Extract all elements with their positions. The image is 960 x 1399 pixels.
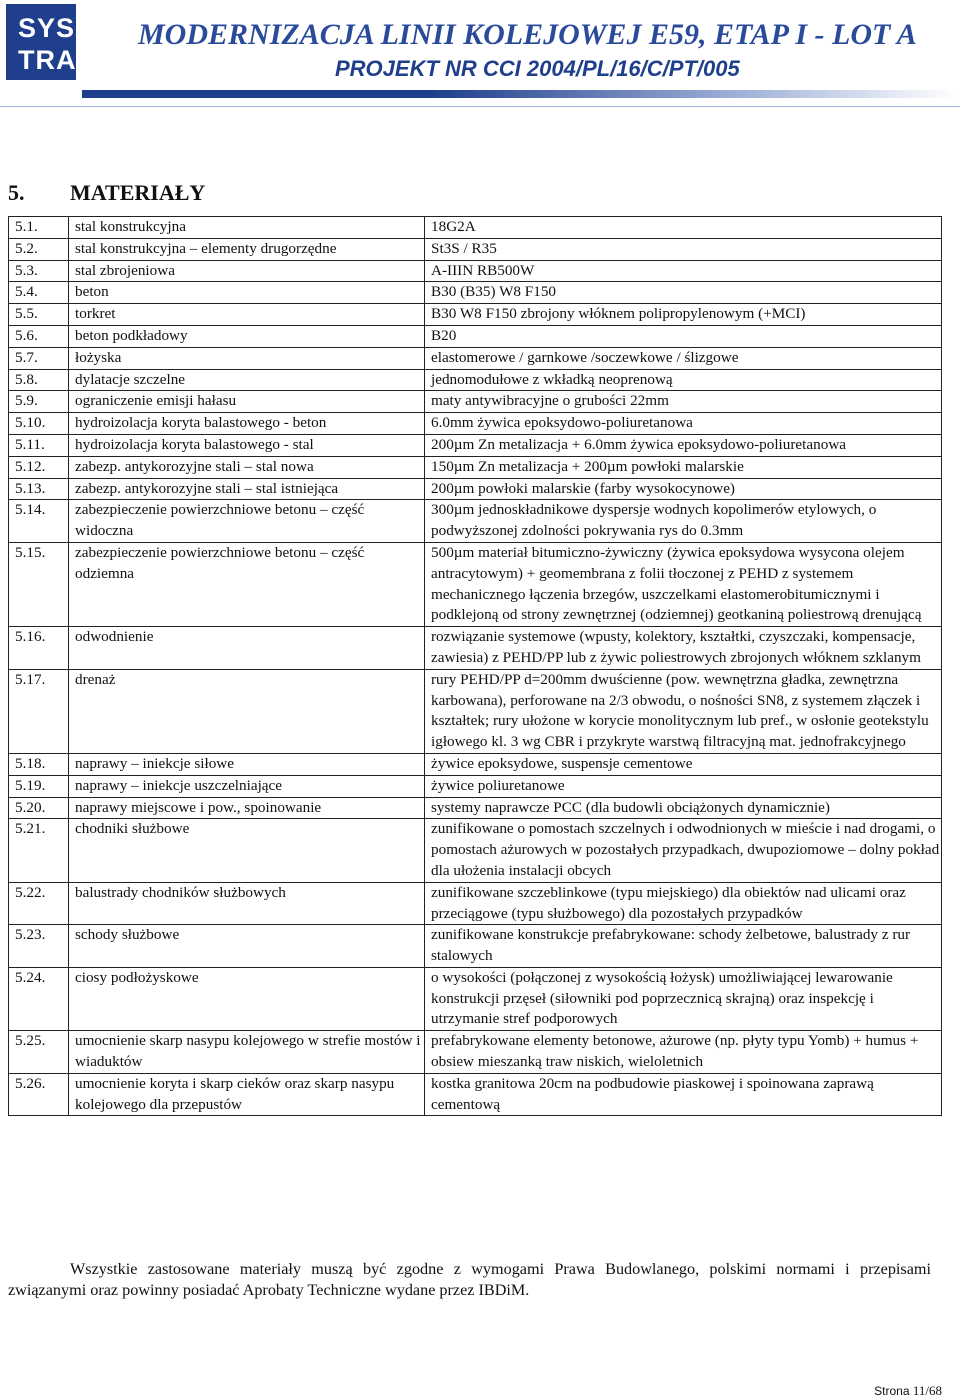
cell-name: umocnienie skarp nasypu kolejowego w strefie mostów i wiaduktów: [69, 1031, 425, 1074]
cell-value: zunifikowane o pomostach szczelnych i odwodnionych w mieście i nad drogami, o pomostach ażurowych w pozostałych przypadkach, dwupoziomowe – dolny pokład dla ułożenia instalacji obcych: [425, 819, 942, 882]
cell-num: 5.8.: [9, 369, 69, 391]
cell-value: systemy naprawcze PCC (dla budowli obciążonych dynamicznie): [425, 797, 942, 819]
header-rule: [82, 90, 958, 98]
cell-num: 5.2.: [9, 238, 69, 260]
cell-value: 6.0mm żywica epoksydowo-poliuretanowa: [425, 413, 942, 435]
table-row: [9, 478, 942, 500]
cell-value: zunifikowane szczeblinkowe (typu miejskiego) dla obiektów nad ulicami oraz przeciągowe (typu służbowego) dla pozostałych przypadków: [425, 882, 942, 925]
table-row: [9, 391, 942, 413]
cell-name: balustrady chodników służbowych: [69, 882, 425, 925]
cell-value: rury PEHD/PP d=200mm dwuścienne (pow. wewnętrzna gładka, zewnętrzna karbowana), perforowane na 2/3 obwodu, o nośności SN8, z systemem złączek i kształtek; rury ułożone w korycie monolitycznym lub pref., w osłonie geotekstylu igłowego kl. 3 wg CBR i przykryte warstwą filtracyjną mat. jednofrakcyjnego: [425, 669, 942, 753]
page-header: [0, 0, 960, 110]
cell-name: ciosy podłożyskowe: [69, 967, 425, 1030]
cell-value: jednomodułowe z wkładką neoprenową: [425, 369, 942, 391]
table-row: [9, 325, 942, 347]
table-row: [9, 304, 942, 326]
cell-value: zunifikowane konstrukcje prefabrykowane: schody żelbetowe, balustrady z rur stalowych: [425, 925, 942, 968]
cell-name: odwodnienie: [69, 627, 425, 670]
document-title: MODERNIZACJA LINII KOLEJOWEJ E59, ETAP I - LOT A: [138, 18, 917, 51]
cell-num: 5.19.: [9, 775, 69, 797]
materials-table: [8, 216, 942, 1116]
cell-value: 300µm jednoskładnikowe dyspersje wodnych kopolimerów etylowych, o podwyższonej zdolności pokrywania rys do 0.3mm: [425, 500, 942, 543]
cell-name: łożyska: [69, 347, 425, 369]
table-row: [9, 413, 942, 435]
cell-num: 5.11.: [9, 434, 69, 456]
cell-num: 5.15.: [9, 542, 69, 626]
cell-num: 5.16.: [9, 627, 69, 670]
table-row: [9, 819, 942, 882]
cell-num: 5.7.: [9, 347, 69, 369]
table-row: [9, 500, 942, 543]
cell-num: 5.10.: [9, 413, 69, 435]
cell-name: stal konstrukcyjna – elementy drugorzędne: [69, 238, 425, 260]
cell-value: 18G2A: [425, 217, 942, 239]
logo-text-top: SYS: [18, 13, 76, 43]
cell-num: 5.22.: [9, 882, 69, 925]
cell-num: 5.21.: [9, 819, 69, 882]
cell-name: zabezpieczenie powierzchniowe betonu – część widoczna: [69, 500, 425, 543]
cell-value: żywice poliuretanowe: [425, 775, 942, 797]
cell-value: maty antywibracyjne o grubości 22mm: [425, 391, 942, 413]
cell-name: umocnienie koryta i skarp cieków oraz skarp nasypu kolejowego dla przepustów: [69, 1073, 425, 1116]
table-row: [9, 1073, 942, 1116]
cell-num: 5.24.: [9, 967, 69, 1030]
table-row: [9, 260, 942, 282]
table-row: [9, 967, 942, 1030]
cell-name: zabezp. antykorozyjne stali – stal nowa: [69, 456, 425, 478]
section-heading: [8, 180, 205, 206]
table-row: [9, 369, 942, 391]
cell-name: torkret: [69, 304, 425, 326]
cell-num: 5.14.: [9, 500, 69, 543]
cell-num: 5.20.: [9, 797, 69, 819]
cell-name: schody służbowe: [69, 925, 425, 968]
cell-name: drenaż: [69, 669, 425, 753]
cell-value: elastomerowe / garnkowe /soczewkowe / ślizgowe: [425, 347, 942, 369]
table-row: [9, 1031, 942, 1074]
table-row: [9, 217, 942, 239]
cell-num: 5.25.: [9, 1031, 69, 1074]
page-number: 11/68: [912, 1383, 942, 1398]
cell-name: chodniki służbowe: [69, 819, 425, 882]
cell-value: 150µm Zn metalizacja + 200µm powłoki malarskie: [425, 456, 942, 478]
cell-name: stal zbrojeniowa: [69, 260, 425, 282]
table-row: [9, 542, 942, 626]
cell-value: 200µm powłoki malarskie (farby wysokocynowe): [425, 478, 942, 500]
cell-name: naprawy – iniekcje siłowe: [69, 753, 425, 775]
cell-value: żywice epoksydowe, suspensje cementowe: [425, 753, 942, 775]
table-row: [9, 627, 942, 670]
table-row: [9, 669, 942, 753]
table-row: [9, 797, 942, 819]
cell-num: 5.4.: [9, 282, 69, 304]
page-footer: [874, 1383, 942, 1399]
cell-value: B30 (B35) W8 F150: [425, 282, 942, 304]
cell-num: 5.13.: [9, 478, 69, 500]
materials-table-body: [9, 217, 942, 1116]
header-divider: [0, 106, 960, 107]
cell-value: B30 W8 F150 zbrojony włóknem polipropylenowym (+MCI): [425, 304, 942, 326]
cell-value: St3S / R35: [425, 238, 942, 260]
cell-num: 5.6.: [9, 325, 69, 347]
table-row: [9, 753, 942, 775]
cell-value: rozwiązanie systemowe (wpusty, kolektory, kształtki, czyszczaki, kompensacje, zawiesia) z PEHD/PP lub z żywic poliestrowych zbrojonych włóknem szklanym: [425, 627, 942, 670]
cell-num: 5.9.: [9, 391, 69, 413]
cell-value: 500µm materiał bitumiczno-żywiczny (żywica epoksydowa wysycona olejem antracytowym) + geomembrana z folii tłoczonej z PEHD z systemem mechanicznego łączenia brzegów, uszczelkami elastomerobitumicznymi i podklejoną od strony zewnętrznej (odziemnej) geotkaniną poliestrową drenującą: [425, 542, 942, 626]
cell-value: prefabrykowane elementy betonowe, ażurowe (np. płyty typu Yomb) + humus + obsiew mieszanką traw niskich, wieloletnich: [425, 1031, 942, 1074]
page-label: Strona: [874, 1384, 910, 1398]
cell-num: 5.26.: [9, 1073, 69, 1116]
cell-name: hydroizolacja koryta balastowego - stal: [69, 434, 425, 456]
section-title: MATERIAŁY: [70, 180, 206, 205]
table-row: [9, 238, 942, 260]
cell-value: A-IIIN RB500W: [425, 260, 942, 282]
table-row: [9, 456, 942, 478]
cell-num: 5.23.: [9, 925, 69, 968]
cell-name: ograniczenie emisji hałasu: [69, 391, 425, 413]
table-row: [9, 882, 942, 925]
cell-name: naprawy – iniekcje uszczelniające: [69, 775, 425, 797]
cell-name: hydroizolacja koryta balastowego - beton: [69, 413, 425, 435]
cell-name: beton podkładowy: [69, 325, 425, 347]
cell-name: beton: [69, 282, 425, 304]
cell-name: zabezp. antykorozyjne stali – stal istniejąca: [69, 478, 425, 500]
cell-num: 5.17.: [9, 669, 69, 753]
cell-name: stal konstrukcyjna: [69, 217, 425, 239]
cell-value: B20: [425, 325, 942, 347]
cell-value: kostka granitowa 20cm na podbudowie piaskowej i spoinowana zaprawą cementową: [425, 1073, 942, 1116]
table-row: [9, 434, 942, 456]
table-row: [9, 282, 942, 304]
cell-num: 5.3.: [9, 260, 69, 282]
cell-num: 5.5.: [9, 304, 69, 326]
cell-value: 200µm Zn metalizacja + 6.0mm żywica epoksydowo-poliuretanowa: [425, 434, 942, 456]
cell-num: 5.1.: [9, 217, 69, 239]
cell-name: dylatacje szczelne: [69, 369, 425, 391]
cell-name: naprawy miejscowe i pow., spoinowanie: [69, 797, 425, 819]
cell-value: o wysokości (połączonej z wysokością łożysk) umożliwiającej lewarowanie konstrukcji przęseł (siłowniki pod poprzecznicą skrajną) oraz inspekcję i utrzymanie stref podporowych: [425, 967, 942, 1030]
table-row: [9, 347, 942, 369]
project-number: PROJEKT NR CCI 2004/PL/16/C/PT/005: [335, 56, 740, 81]
cell-name: zabezpieczenie powierzchniowe betonu – część odziemna: [69, 542, 425, 626]
cell-num: 5.12.: [9, 456, 69, 478]
systra-logo: [6, 4, 76, 80]
section-number: 5.: [8, 180, 25, 205]
table-row: [9, 925, 942, 968]
closing-note: Wszystkie zastosowane materiały muszą być zgodne z wymogami Prawa Budowlanego, polskimi normami i przepisami związanymi oraz powinny posiadać Aprobaty Techniczne wydane przez IBDiM.: [8, 1260, 931, 1299]
table-row: [9, 775, 942, 797]
cell-num: 5.18.: [9, 753, 69, 775]
logo-text-bottom: TRA: [18, 45, 77, 75]
